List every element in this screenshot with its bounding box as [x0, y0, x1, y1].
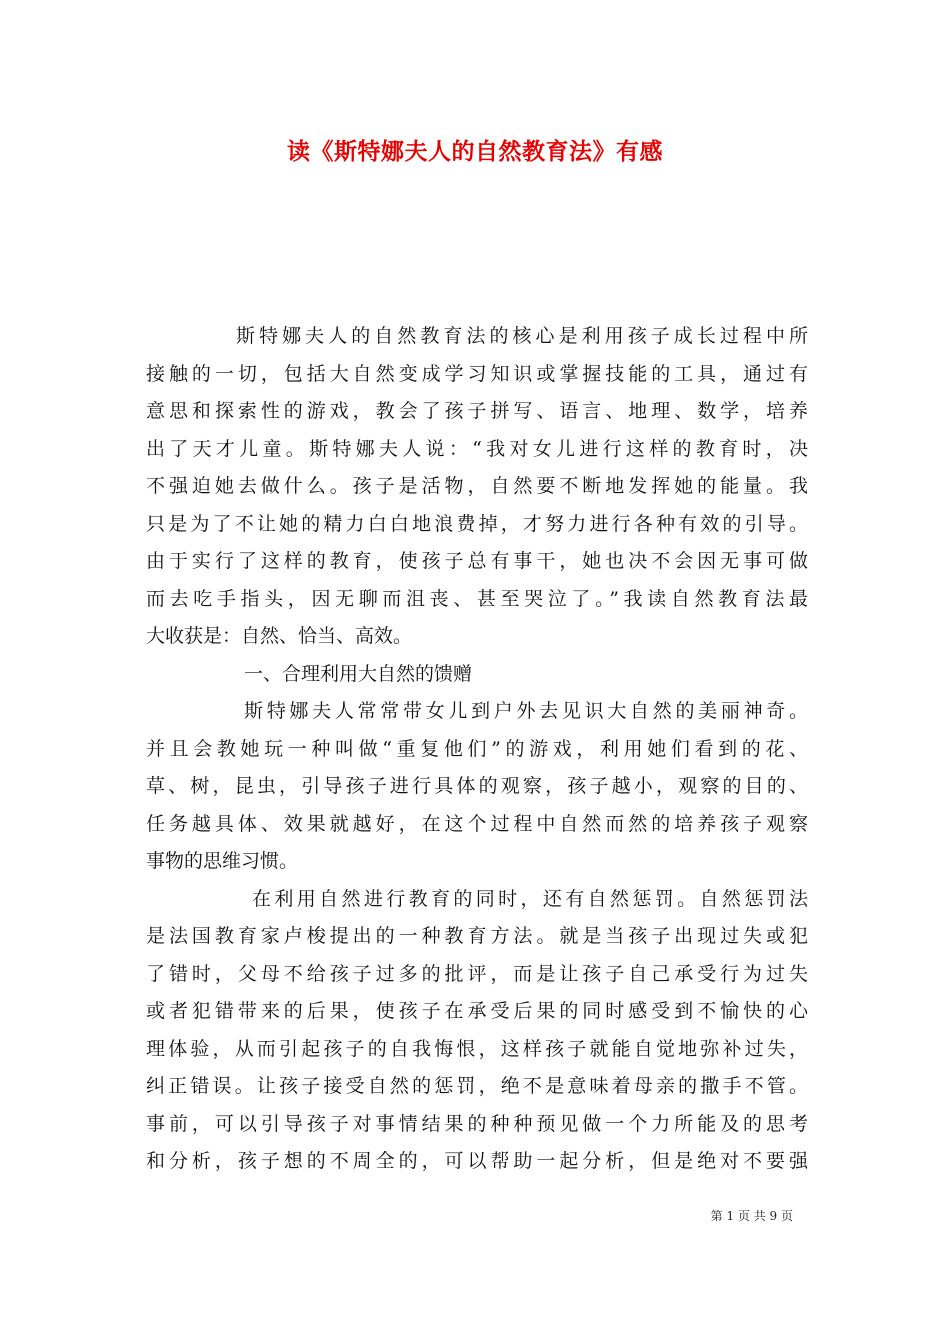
- text-line: 在利用自然进行教育的同时，还有自然惩罚。自然惩罚法: [252, 887, 808, 910]
- text-line: 了错时，父母不给孩子过多的批评，而是让孩子自己承受行为过失: [146, 962, 808, 985]
- paragraph: [146, 693, 808, 881]
- text-line: 接触的一切，包括大自然变成学习知识或掌握技能的工具，通过有: [146, 362, 808, 385]
- paragraph: [146, 318, 808, 656]
- text-line: 而去吃手指头，因无聊而沮丧、甚至哭泣了。”我读自然教育法最: [146, 587, 808, 610]
- text-line: 任务越具体、效果就越好，在这个过程中自然而然的培养孩子观察: [146, 812, 808, 835]
- text-line: 是法国教育家卢梭提出的一种教育方法。就是当孩子出现过失或犯: [146, 925, 808, 947]
- text-line: 由于实行了这样的教育，使孩子总有事干，她也决不会因无事可做: [146, 550, 808, 572]
- text-line: 理体验，从而引起孩子的自我悔恨，这样孩子就能自觉地弥补过失，: [146, 1037, 808, 1060]
- text-line: 只是为了不让她的精力白白地浪费掉，才努力进行各种有效的引导。: [146, 512, 808, 535]
- document-body: [146, 318, 808, 1181]
- text-line: 斯特娜夫人常常带女儿到户外去见识大自然的美丽神奇。: [244, 700, 808, 722]
- text-line: 和分析，孩子想的不周全的，可以帮助一起分析，但是绝对不要强: [146, 1150, 808, 1172]
- text-line: 纠正错误。让孩子接受自然的惩罚，绝不是意味着母亲的撒手不管。: [146, 1075, 808, 1097]
- paragraph: [146, 881, 808, 1181]
- section-heading-text: 一、合理利用大自然的馈赠: [244, 662, 473, 685]
- text-line: 或者犯错带来的后果，使孩子在承受后果的同时感受到不愉快的心: [146, 1000, 808, 1022]
- document-title: 读《斯特娜夫人的自然教育法》有感: [287, 138, 663, 165]
- text-line: 草、树，昆虫，引导孩子进行具体的观察，孩子越小，观察的目的、: [146, 775, 808, 797]
- text-line: 大收获是：自然、恰当、高效。: [146, 625, 413, 647]
- text-line: 不强迫她去做什么。孩子是活物，自然要不断地发挥她的能量。我: [146, 475, 808, 497]
- section-heading: [146, 656, 808, 694]
- text-line: 意思和探索性的游戏，教会了孩子拼写、语言、地理、数学，培养: [146, 400, 808, 422]
- page-number-footer: 第 1 页 共 9 页: [710, 1209, 793, 1223]
- text-line: 并且会教她玩一种叫做“重复他们”的游戏，利用她们看到的花、: [146, 737, 808, 760]
- text-line: 事前，可以引导孩子对事情结果的种种预见做一个力所能及的思考: [146, 1112, 808, 1135]
- text-line: 出了天才儿童。斯特娜夫人说：“我对女儿进行这样的教育时，决: [146, 437, 808, 460]
- text-line: 事物的思维习惯。: [146, 850, 299, 872]
- text-line: 斯特娜夫人的自然教育法的核心是利用孩子成长过程中所: [236, 325, 808, 347]
